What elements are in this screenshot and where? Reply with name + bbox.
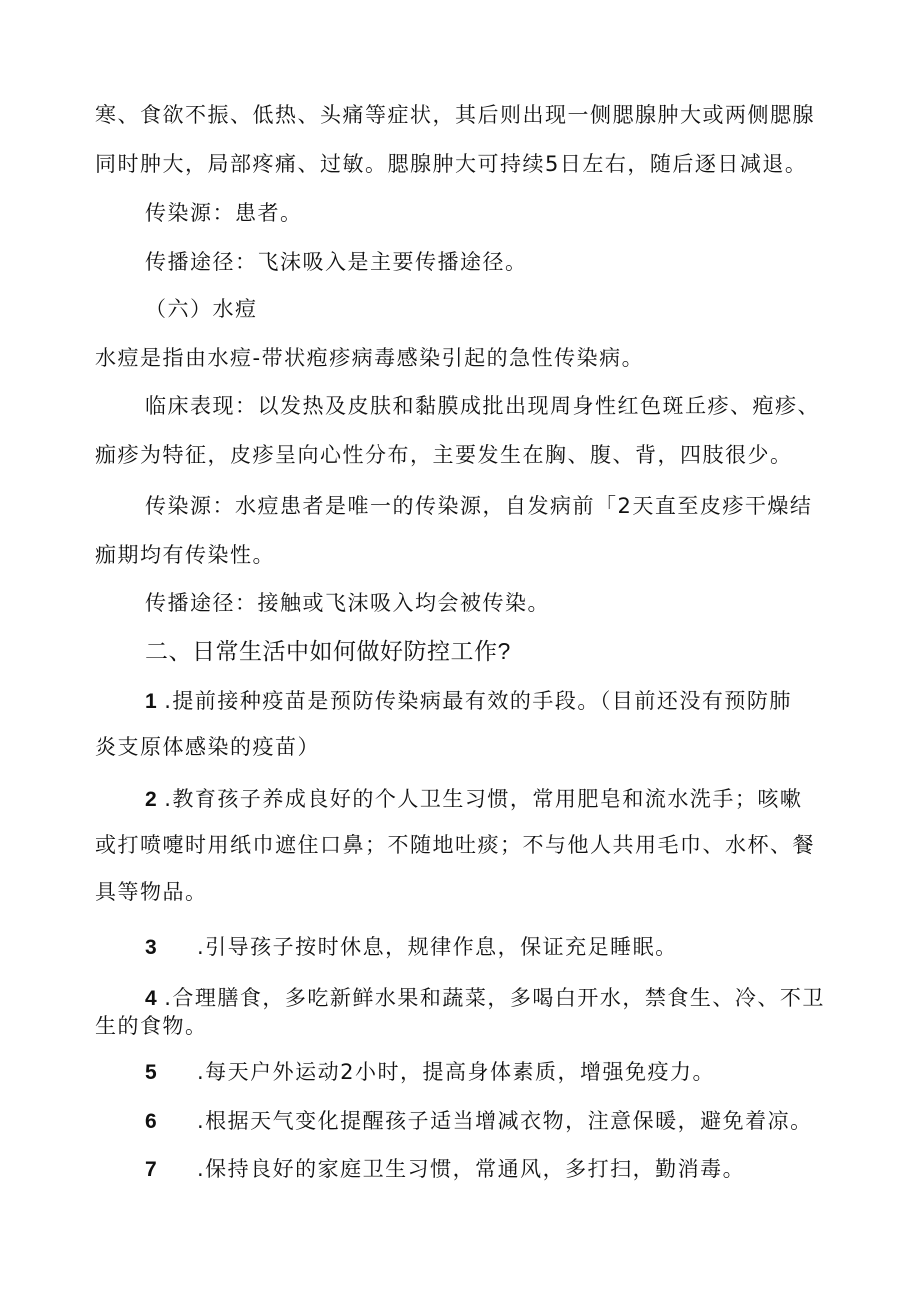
paragraph-line: 传播途径：接触或飞沫吸入均会被传染。: [145, 591, 550, 615]
list-item: [145, 932, 835, 963]
list-text: .合理膳食，多吃新鲜水果和蔬菜，多喝白开水，禁食生、冷、不卫: [164, 986, 825, 1010]
paragraph-line: 寒、食欲不振、低热、头痛等症状，其后则出现一侧腮腺肿大或两侧腮腺: [95, 103, 815, 127]
list-number: 1: [145, 690, 159, 713]
paragraph-line: 痂疹为特征，皮疹呈向心性分布，主要发生在胸、腹、背，四肢很少。: [95, 443, 793, 467]
list-text: .提前接种疫苗是预防传染病最有效的手段。（目前还没有预防肺: [164, 689, 792, 713]
paragraph-line: 同时肿大，局部疼痛、过敏。腮腺肿大可持续5日左右，随后逐日减退。: [95, 152, 808, 176]
list-item: [145, 1057, 835, 1088]
paragraph-line: 痂期均有传染性。: [95, 543, 275, 567]
paragraph-line: 传染源：患者。: [145, 201, 303, 225]
list-number: 4: [145, 987, 159, 1010]
list-number: 5: [145, 1061, 159, 1084]
list-item: [145, 784, 835, 815]
paragraph-line: 传播途径：飞沫吸入是主要传播途径。: [145, 250, 528, 274]
list-text: .保持良好的家庭卫生习惯，常通风，多打扫，勤消毒。: [197, 1157, 746, 1181]
paragraph-line: 临床表现：以发热及皮肤和黏膜成批出现周身性红色斑丘疹、疱疹、: [145, 394, 820, 418]
list-item-continued: 生的食物。: [95, 1014, 208, 1038]
list-item-continued: 具等物品。: [95, 880, 208, 904]
list-number: 2: [145, 788, 159, 811]
list-text: .教育孩子养成良好的个人卫生习惯，常用肥皂和流水洗手；咳嗽: [164, 787, 803, 811]
section-heading: （六）水痘: [145, 297, 258, 321]
list-item: [145, 1106, 835, 1137]
paragraph-line: 传染源：水痘患者是唯一的传染源，自发病前「2天直至皮疹干燥结: [145, 494, 813, 518]
list-item: [145, 686, 835, 717]
list-number: 6: [145, 1110, 159, 1133]
list-text: .每天户外运动2小时，提高身体素质，增强免疫力。: [197, 1060, 716, 1084]
list-item: [145, 1154, 835, 1185]
list-text: .引导孩子按时休息，规律作息，保证充足睡眠。: [197, 935, 678, 959]
paragraph-line: 水痘是指由水痘-带状疱疹病毒感染引起的急性传染病。: [95, 346, 645, 370]
list-number: 7: [145, 1158, 159, 1181]
list-number: 3: [145, 936, 159, 959]
list-item: [145, 983, 835, 1014]
list-item-continued: 炎支原体感染的疫苗）: [95, 735, 320, 759]
list-text: .根据天气变化提醒孩子适当增减衣物，注意保暖，避免着凉。: [197, 1109, 813, 1133]
list-item-continued: 或打喷嚏时用纸巾遮住口鼻；不随地吐痰；不与他人共用毛巾、水杯、餐: [95, 833, 815, 857]
chapter-heading: 二、日常生活中如何做好防控工作?: [145, 638, 511, 664]
